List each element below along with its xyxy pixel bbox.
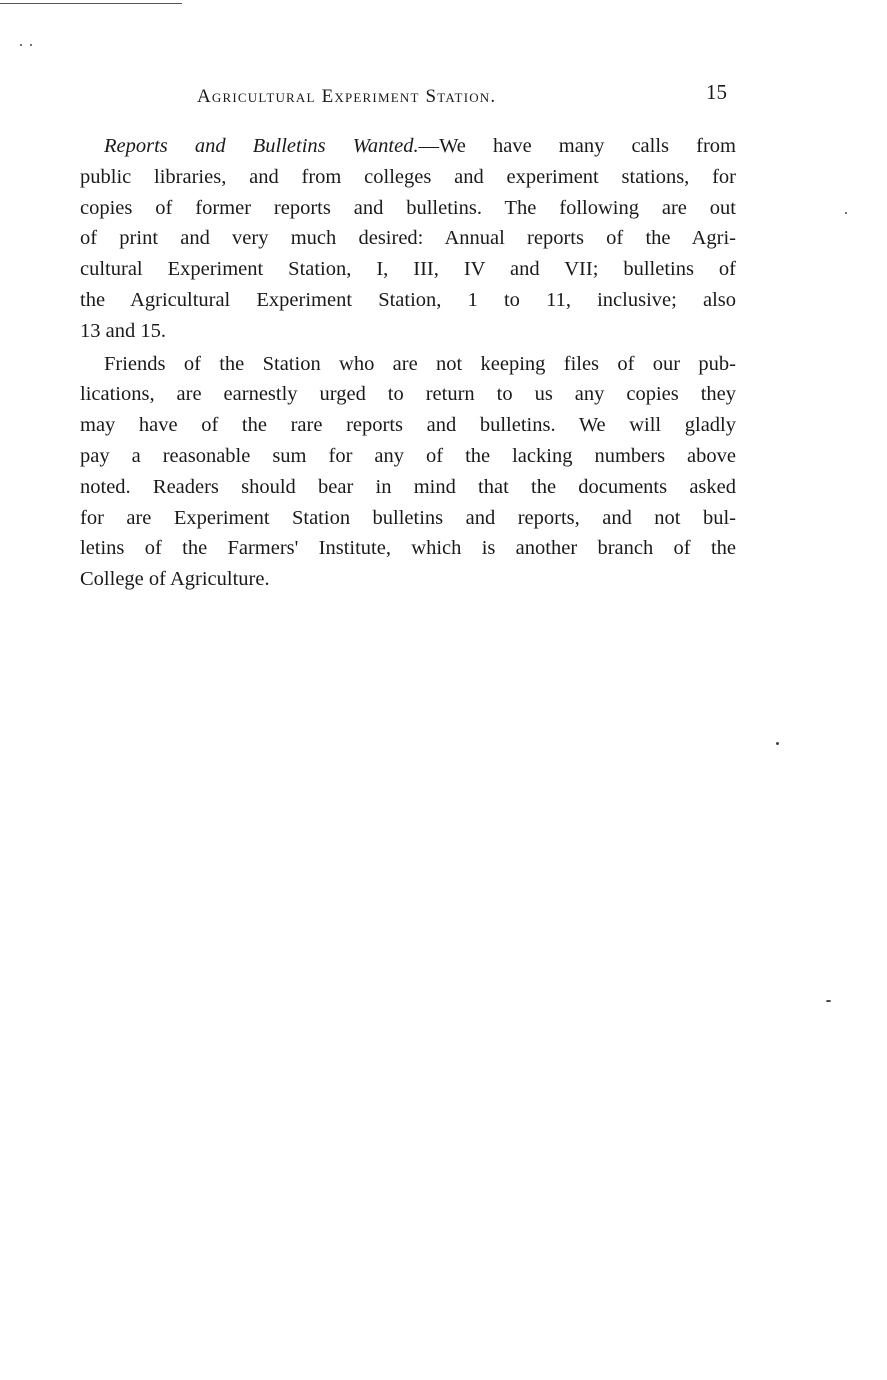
scan-speck — [30, 44, 32, 46]
text-line — [80, 131, 736, 162]
text-line: for are Experiment Station bulletins and reports, and not bul- — [80, 506, 736, 529]
scan-speck — [20, 44, 22, 46]
body-text — [80, 131, 736, 595]
text-line: lications, are earnestly urged to return to us any copies they — [80, 383, 736, 406]
scan-speck — [826, 1000, 831, 1002]
text-line: the Agricultural Experiment Station, 1 to 11, inclusive; also — [80, 288, 736, 311]
scan-speck — [845, 212, 847, 214]
text-line: cultural Experiment Station, I, III, IV and VII; bulletins of — [80, 258, 736, 281]
text-line: letins of the Farmers' Institute, which is another branch of the — [80, 537, 736, 560]
paragraph-heading: Reports and Bulletins Wanted. — [104, 135, 419, 157]
paragraph-friends-of-station — [80, 349, 736, 595]
text-line: public libraries, and from colleges and experiment stations, for — [80, 165, 736, 188]
paragraph-reports-wanted — [80, 131, 736, 347]
scan-speck — [776, 742, 779, 745]
text-line: of print and very much desired: Annual reports of the Agri- — [80, 227, 736, 250]
text-line-rest: —We have many calls from — [418, 135, 736, 157]
text-line: pay a reasonable sum for any of the lacking numbers above — [80, 444, 736, 467]
text-line: may have of the rare reports and bulletins. We will gladly — [80, 414, 736, 437]
top-rule — [0, 3, 182, 4]
text-line: College of Agriculture. — [80, 568, 270, 591]
text-line: noted. Readers should bear in mind that the documents asked — [80, 475, 736, 498]
text-line: copies of former reports and bulletins. The following are out — [80, 196, 736, 219]
page-number: 15 — [706, 80, 727, 104]
running-head: Agricultural Experiment Station. — [197, 86, 497, 107]
text-line: Friends of the Station who are not keeping files of our pub- — [104, 352, 736, 375]
text-line: 13 and 15. — [80, 319, 166, 342]
